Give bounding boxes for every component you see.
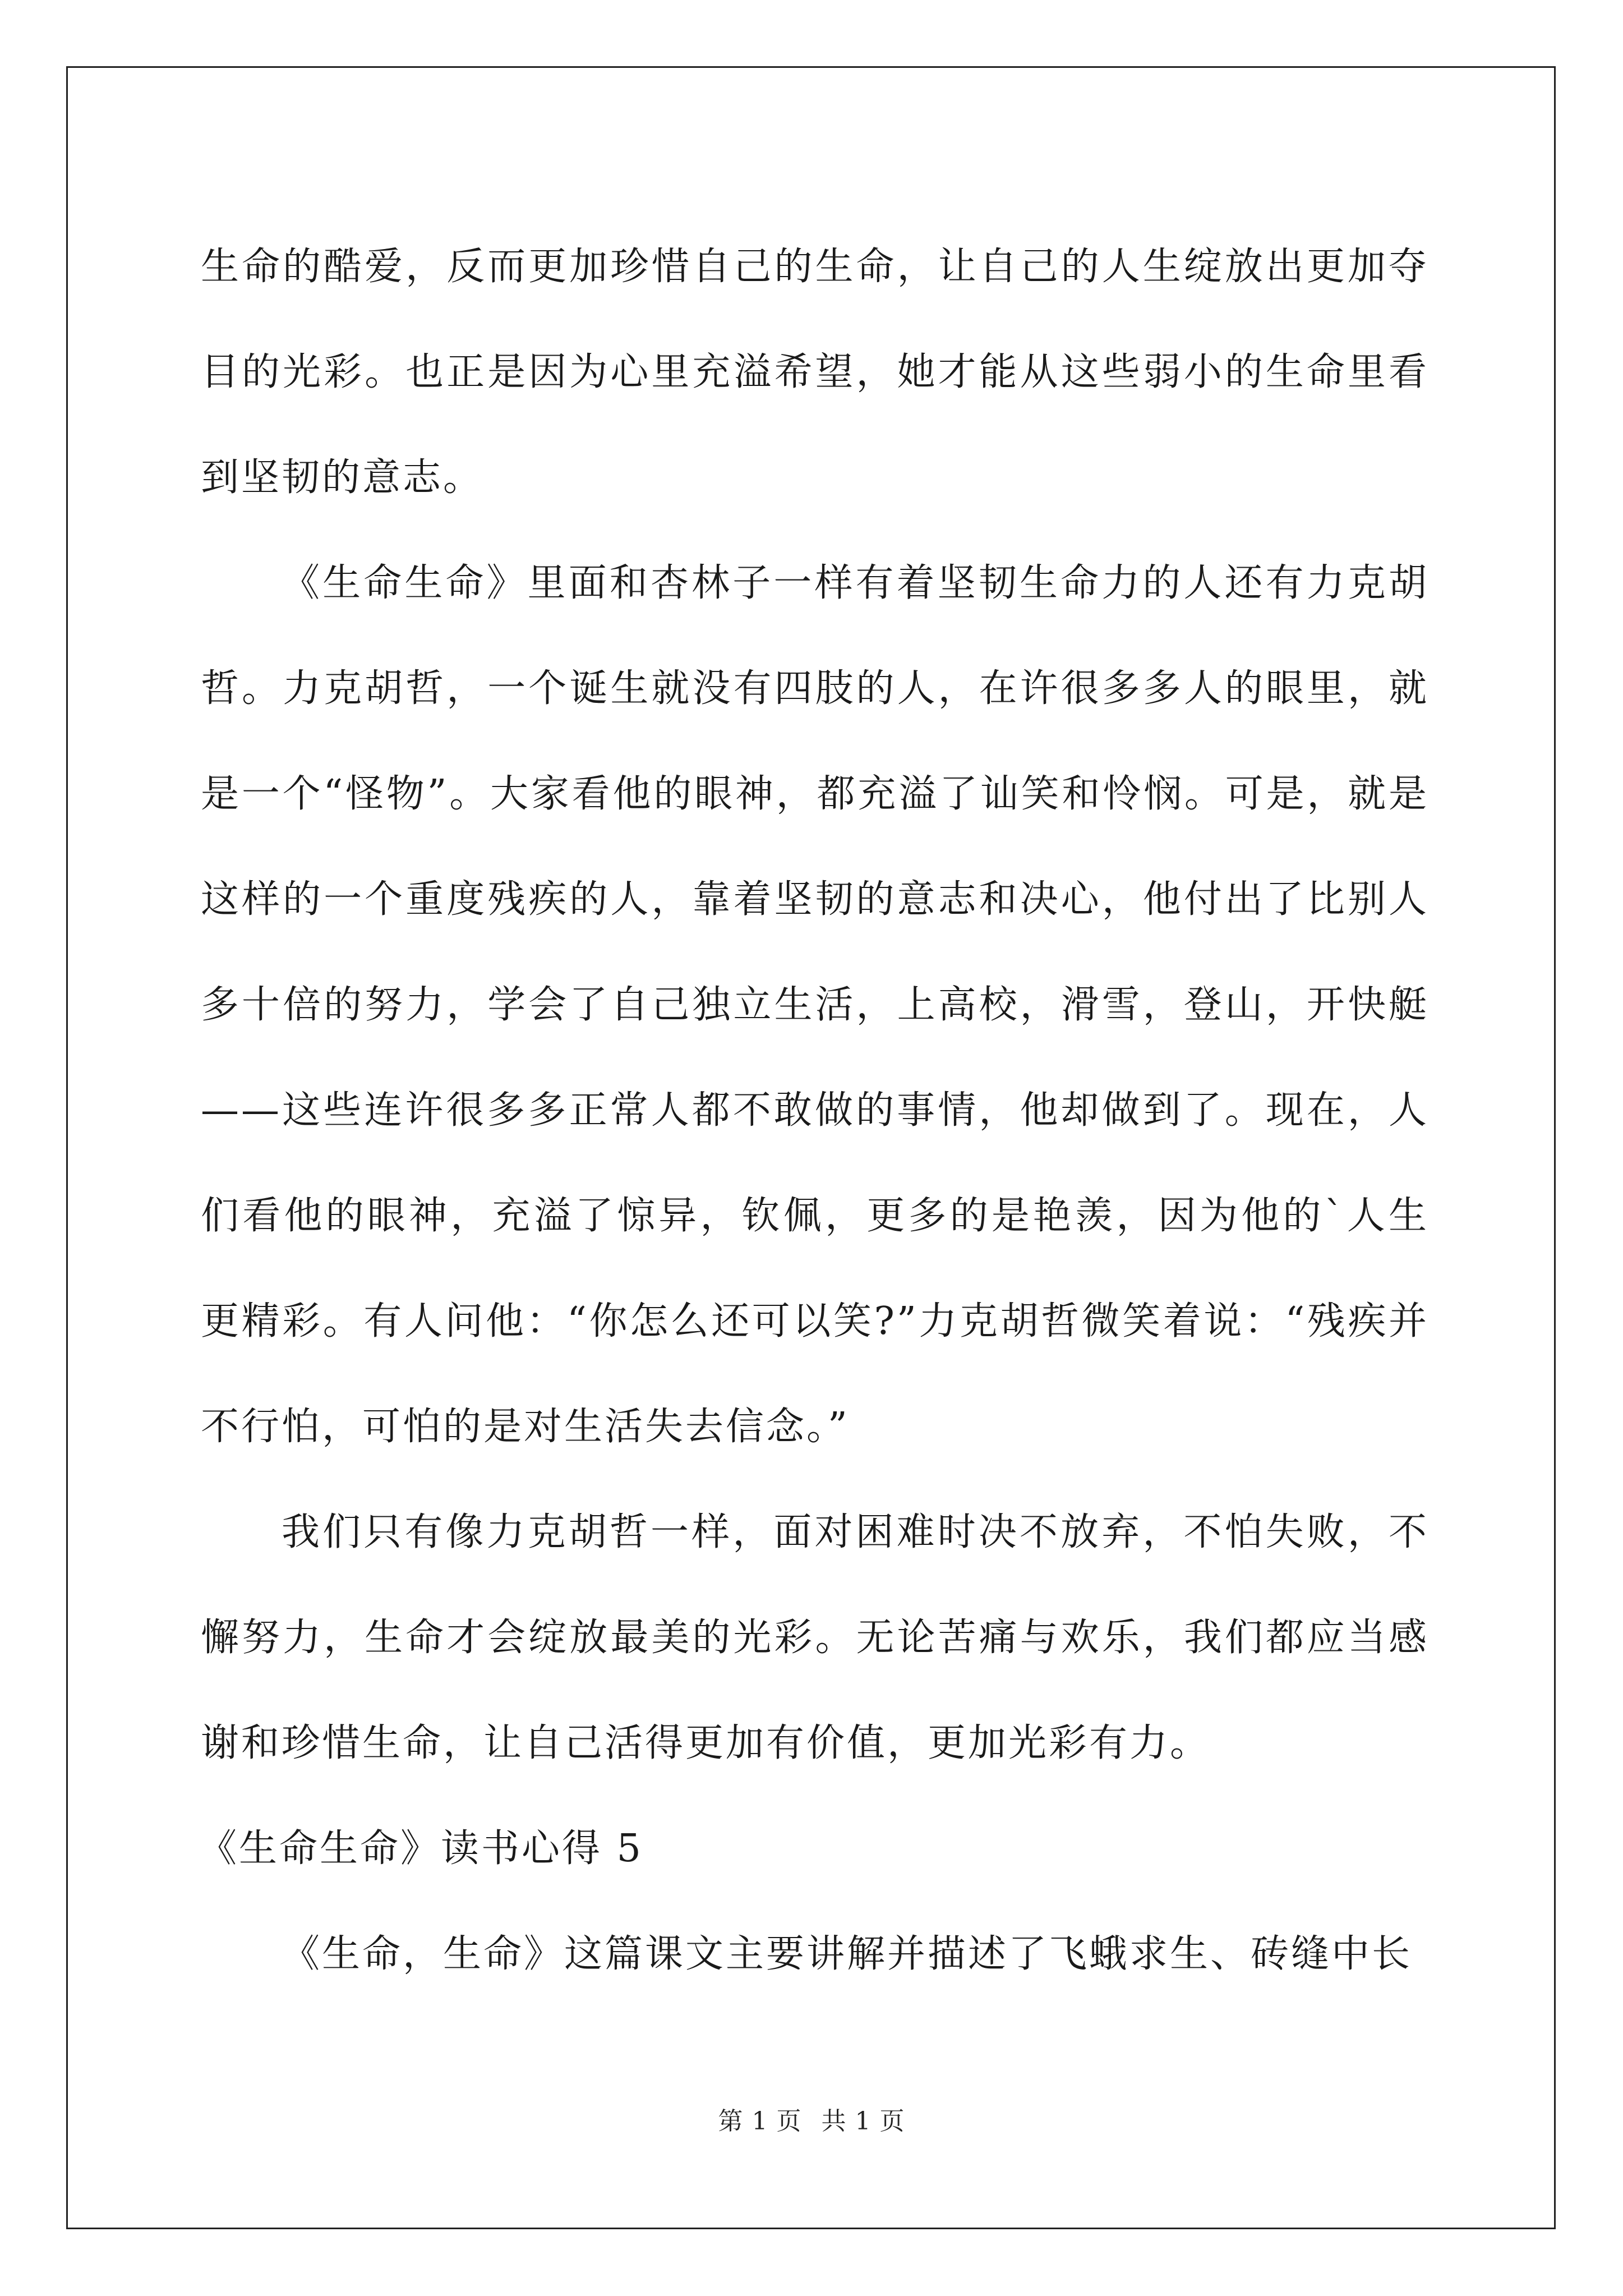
section-heading: 《生命生命》读书心得 5 (199, 1826, 643, 1871)
paragraph-2: 《生命生命》里面和杏林子一样有着坚韧生命力的人还有力克胡哲。力克胡哲，一个诞生就没有四肢的人，在许很多多人的眼里，就是一个“怪物”。大家看他的眼神，都充溢了讪笑和怜悯。可是，就是这样的一个重度残疾的人，靠着坚韧的意志和决心，他付出了比别人多十倍的努力，学会了自己独立生活，上高校，滑雪，登山，开快艇——这些连许很多多正常人都不敢做的事情，他却做到了。现在，人们看他的眼神，充溢了惊异，钦佩，更多的是艳羡，因为他的`人生更精彩。有人问他：“你怎么还可以笑?”力克胡哲微笑着说：“残疾并不行怕，可怕的是对生活失去信念。” (201, 561, 1429, 1449)
page-footer (0, 2101, 1623, 2137)
paragraph-1: 生命的酷爱，反而更加珍惜自己的生命，让自己的人生绽放出更加夺目的光彩。也正是因为心里充溢希望，她才能从这些弱小的生命里看到坚韧的意志。 (201, 245, 1429, 500)
page-number-current: 第 1 页 (718, 2107, 802, 2136)
paragraph-3: 我们只有像力克胡哲一样，面对困难时决不放弃，不怕失败，不懈努力，生命才会绽放最美的光彩。无论苦痛与欢乐，我们都应当感谢和珍惜生命，让自己活得更加有价值，更加光彩有力。 (201, 1510, 1429, 1765)
page-number-total: 共 1 页 (821, 2107, 905, 2136)
paragraph-4: 《生命，生命》这篇课文主要讲解并描述了飞蛾求生、砖缝中长 (282, 1932, 1413, 1976)
document-body (201, 214, 1429, 2007)
